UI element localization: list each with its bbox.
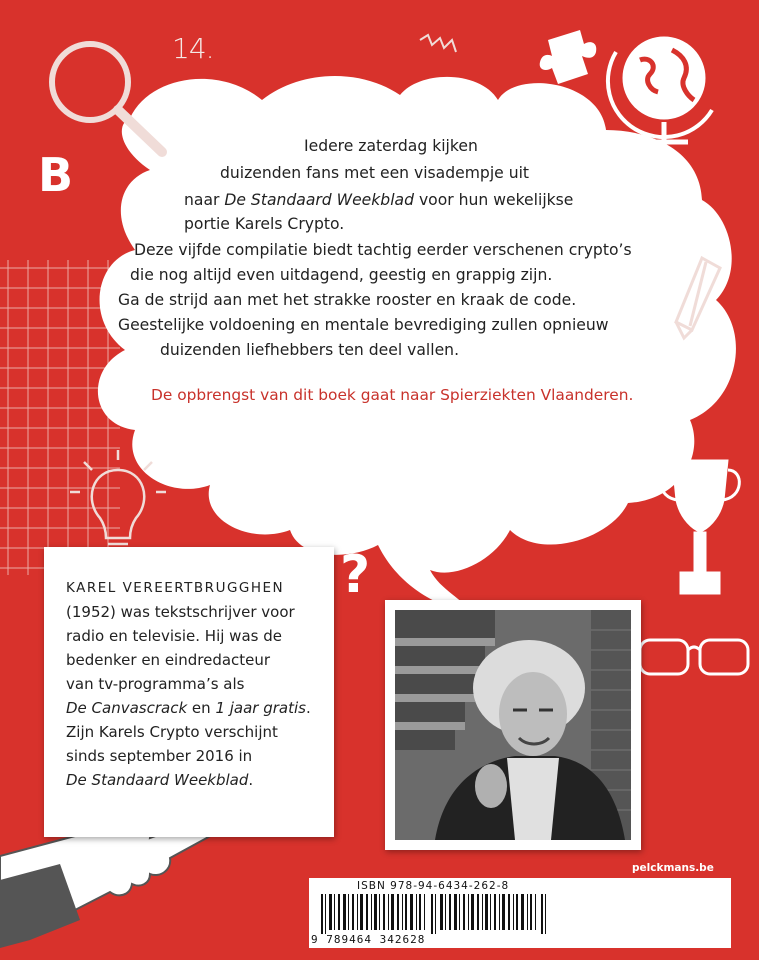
blurb-line-3-a: naar — [184, 191, 220, 209]
bio-period-2: . — [248, 771, 254, 789]
blurb-line-6: die nog altijd even uitdagend, geestig en grappig zijn. — [130, 266, 553, 284]
globe-icon — [608, 38, 712, 142]
bio-and: en — [187, 699, 216, 717]
bio-show-2: 1 jaar gratis — [215, 699, 306, 717]
blurb-line-9: duizenden liefhebbers ten deel vallen. — [160, 341, 460, 359]
bio-line-3: bedenker en eindredacteur — [66, 651, 271, 669]
barcode-bars — [321, 894, 561, 934]
bio-line-8 — [66, 768, 253, 792]
glasses-icon — [640, 640, 748, 674]
question-mark: ? — [340, 545, 371, 605]
bio-line-7: sinds september 2016 in — [66, 747, 253, 765]
proceeds-note: De opbrengst van dit boek gaat naar Spierziekten Vlaanderen. — [151, 386, 634, 404]
blurb-line-2: duizenden fans met een visadempje uit — [220, 164, 530, 182]
blurb-line-5: Deze vijfde compilatie biedt tachtig eerder verschenen crypto’s — [134, 241, 632, 259]
puzzle-piece-icon — [540, 30, 597, 84]
author-portrait-image — [395, 610, 631, 840]
isbn-barcode — [309, 878, 731, 948]
barcode-digits: 9 789464 342628 — [311, 933, 426, 946]
bio-line-4: van tv-programma’s als — [66, 675, 245, 693]
blurb-line-7: Ga de strijd aan met het strakke rooster en kraak de code. — [118, 291, 577, 309]
bio-line-6: Zijn Karels Crypto verschijnt — [66, 723, 278, 741]
bio-line-1: (1952) was tekstschrijver voor — [66, 603, 295, 621]
blurb-line-8: Geestelijke voldoening en mentale bevrediging zullen opnieuw — [118, 316, 609, 334]
bio-show-1: De Canvascrack — [66, 699, 188, 717]
bio-period-1: . — [305, 699, 311, 717]
blurb-magazine-title: De Standaard Weekblad — [224, 191, 414, 209]
bio-magazine: De Standaard Weekblad — [66, 771, 249, 789]
blurb-line-3-b: voor hun wekelijkse — [418, 191, 574, 209]
page-number: 14. — [172, 32, 214, 65]
bio-line-5 — [66, 696, 311, 720]
author-bio-card — [44, 547, 334, 837]
isbn-text: ISBN 978-94-6434-262-8 — [357, 880, 510, 892]
author-photo — [385, 600, 641, 850]
bio-line-2: radio en televisie. Hij was de — [66, 627, 282, 645]
letter-b: B — [38, 148, 74, 202]
blurb-line-1: Iedere zaterdag kijken — [304, 137, 478, 155]
blurb-line-4: portie Karels Crypto. — [184, 215, 345, 233]
publisher-url: pelckmans.be — [632, 862, 714, 874]
blurb-line-3 — [184, 190, 573, 210]
author-name: KAREL VEREERTBRUGGHEN — [66, 580, 285, 596]
squiggle-icon — [420, 35, 456, 52]
